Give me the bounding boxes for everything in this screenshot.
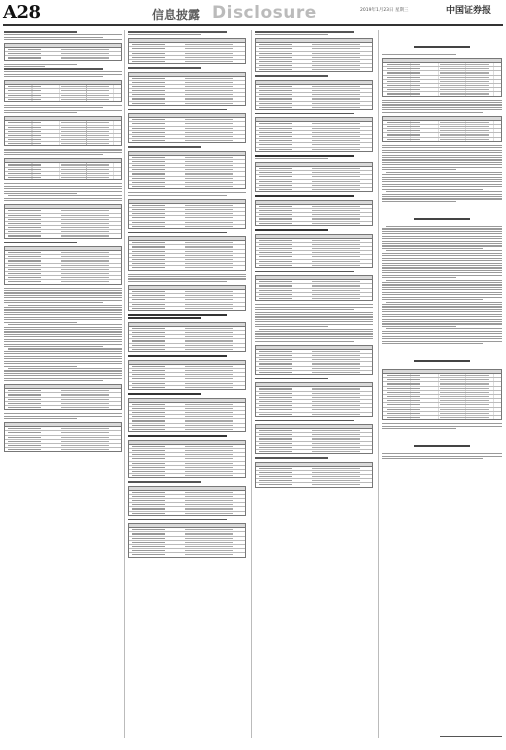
text-line (255, 309, 354, 310)
table (382, 58, 502, 97)
text-line (4, 198, 122, 199)
table (128, 398, 246, 432)
text-line (8, 348, 122, 349)
text-line (255, 316, 373, 317)
table (255, 80, 373, 110)
text-line (382, 336, 502, 337)
table (4, 246, 122, 285)
table-row (256, 371, 372, 374)
text-line (4, 68, 103, 69)
section-banner (108, 3, 317, 23)
table-row (383, 138, 501, 141)
table (4, 422, 122, 452)
text-line (4, 361, 122, 362)
text-line (255, 271, 354, 272)
text-line (382, 231, 502, 232)
table-row (256, 413, 372, 416)
table-row (5, 142, 121, 145)
table (4, 116, 122, 146)
text-line (4, 295, 122, 296)
text-line (4, 242, 77, 243)
text-line (4, 307, 122, 308)
text-line (255, 229, 328, 231)
text-line (4, 34, 122, 35)
text-line (4, 302, 103, 303)
table-row (5, 448, 121, 451)
text-line (128, 393, 201, 395)
table-row (256, 483, 372, 486)
section-heading (382, 33, 502, 52)
text-line (382, 184, 502, 185)
text-line (382, 343, 483, 344)
table (128, 360, 246, 390)
text-line (382, 456, 502, 457)
text-line (382, 299, 483, 300)
table-row (256, 148, 372, 151)
text-line (382, 260, 502, 261)
text-line (255, 304, 373, 305)
table-row (129, 102, 245, 105)
text-line (4, 358, 122, 359)
table (4, 384, 122, 410)
text-line (4, 39, 122, 40)
text-line (382, 157, 502, 158)
text-line (382, 263, 502, 264)
text-line (4, 76, 103, 77)
text-line (128, 34, 201, 35)
table (255, 382, 373, 416)
text-line (255, 341, 354, 342)
table-row (256, 450, 372, 453)
text-line (382, 169, 456, 170)
table-row (383, 416, 501, 419)
text-line (255, 336, 373, 337)
text-line (382, 181, 502, 182)
text-line (382, 54, 456, 55)
text-line (382, 297, 502, 298)
text-line (382, 338, 502, 339)
table (128, 285, 246, 311)
table-row (256, 188, 372, 191)
text-line (382, 112, 483, 113)
table-row (129, 386, 245, 389)
text-line (386, 280, 502, 281)
text-line (4, 314, 122, 315)
text-line (382, 198, 502, 199)
text-line (128, 317, 201, 319)
text-line (4, 356, 122, 357)
text-line (4, 149, 122, 150)
table (4, 158, 122, 180)
column-divider (251, 30, 252, 738)
text-line (382, 287, 502, 288)
text-line (4, 380, 103, 381)
text-line (255, 113, 354, 114)
text-line (4, 74, 122, 75)
table-row (129, 139, 245, 142)
text-line (4, 317, 122, 318)
text-line (4, 290, 122, 291)
text-line (382, 152, 502, 153)
text-line (255, 307, 373, 308)
text-line (382, 177, 502, 178)
table-row (5, 98, 121, 101)
text-line (4, 378, 122, 379)
table (255, 424, 373, 454)
table (128, 236, 246, 270)
text-line (4, 353, 122, 354)
footer-rule (440, 736, 502, 737)
dateline: 2019年1月23日 星期三 (360, 8, 409, 13)
text-line (382, 294, 502, 295)
table (255, 38, 373, 72)
text-line (382, 333, 502, 334)
text-line (255, 312, 373, 313)
text-line (386, 172, 502, 173)
text-line (382, 319, 502, 320)
text-line (4, 188, 122, 189)
text-line (382, 253, 502, 254)
table (255, 234, 373, 268)
text-line (4, 200, 122, 201)
text-line (386, 226, 502, 227)
page-number: A28 (3, 2, 41, 23)
text-line (255, 326, 328, 327)
text-line (128, 481, 201, 482)
text-line (382, 245, 502, 246)
text-line (4, 375, 122, 376)
table (128, 322, 246, 352)
column-2 (128, 30, 246, 742)
column-1 (4, 30, 122, 742)
text-line (382, 164, 502, 165)
section-heading (382, 205, 502, 224)
table-row (129, 512, 245, 515)
text-line (382, 304, 502, 305)
text-line (255, 321, 373, 322)
text-line (255, 31, 354, 32)
text-line (128, 67, 201, 68)
text-line (382, 423, 502, 424)
table (382, 369, 502, 420)
table (255, 345, 373, 375)
newspaper-logo: 中国证券报 (446, 6, 492, 16)
table (128, 38, 246, 64)
table-row (5, 176, 121, 179)
table-row (129, 348, 245, 351)
table (128, 72, 246, 106)
text-line (382, 292, 502, 293)
section-heading (382, 432, 502, 451)
text-line (382, 248, 483, 249)
text-line (128, 274, 246, 275)
text-line (128, 195, 227, 196)
table-row (129, 553, 245, 556)
text-line (382, 233, 502, 234)
text-line (4, 373, 122, 374)
text-line (382, 228, 502, 229)
text-line (4, 183, 122, 184)
table (4, 43, 122, 61)
table-row (129, 307, 245, 310)
text-line (255, 338, 373, 339)
text-line (382, 147, 502, 148)
column-4 (382, 30, 502, 742)
text-line (4, 329, 122, 330)
text-line (382, 306, 502, 307)
section-heading (382, 347, 502, 366)
text-line (255, 333, 373, 334)
text-line (382, 323, 502, 324)
table-row (256, 297, 372, 300)
table-row (129, 185, 245, 188)
table (128, 440, 246, 479)
text-line (382, 331, 502, 332)
table (128, 151, 246, 190)
text-line (382, 201, 456, 202)
text-line (382, 265, 502, 266)
text-line (128, 109, 227, 110)
text-line (128, 192, 246, 193)
text-line (4, 312, 122, 313)
text-line (4, 351, 122, 352)
text-line (8, 368, 122, 369)
text-line (382, 289, 502, 290)
text-line (128, 232, 227, 233)
text-line (255, 34, 328, 35)
table-row (129, 266, 245, 269)
text-line (4, 370, 122, 371)
text-line (4, 107, 103, 108)
table (4, 204, 122, 238)
section-title-en: Disclosure (212, 3, 317, 23)
text-line (128, 31, 227, 32)
text-line (382, 104, 502, 105)
text-line (4, 37, 103, 38)
text-line (4, 110, 122, 111)
table (255, 200, 373, 226)
text-line (4, 191, 122, 192)
table-row (383, 92, 501, 95)
table-row (129, 225, 245, 228)
text-line (128, 281, 227, 282)
text-line (382, 241, 502, 242)
table-row (256, 264, 372, 267)
table-row (129, 60, 245, 63)
text-line (382, 162, 502, 163)
table-row (256, 106, 372, 109)
text-line (382, 453, 502, 454)
table-row (129, 428, 245, 431)
column-divider (124, 30, 125, 738)
text-line (4, 186, 122, 187)
text-line (382, 189, 483, 190)
section-title-cn: 信息披露 (152, 8, 201, 22)
masthead-rule (3, 24, 503, 26)
text-line (128, 276, 246, 277)
text-line (382, 174, 502, 175)
text-line (255, 319, 373, 320)
text-line (382, 100, 502, 101)
text-line (259, 329, 373, 330)
column-divider (378, 30, 379, 738)
text-line (386, 328, 502, 329)
text-line (382, 426, 502, 427)
text-line (382, 102, 502, 103)
text-line (382, 150, 502, 151)
text-line (4, 64, 77, 65)
text-line (386, 302, 502, 303)
text-line (4, 322, 77, 323)
text-line (128, 519, 227, 520)
text-line (382, 145, 502, 146)
text-line (4, 31, 77, 32)
text-line (4, 344, 122, 345)
text-line (4, 292, 122, 293)
text-line (255, 158, 328, 159)
table-row (256, 222, 372, 225)
text-line (382, 109, 502, 110)
table-row (5, 56, 121, 59)
text-line (386, 191, 502, 192)
text-line (255, 457, 328, 458)
text-line (4, 363, 122, 364)
masthead (0, 0, 506, 26)
text-line (382, 267, 502, 268)
text-line (4, 339, 122, 340)
table (382, 116, 502, 142)
text-line (8, 195, 122, 196)
table (128, 486, 246, 516)
text-line (4, 413, 122, 414)
text-line (8, 324, 122, 325)
text-line (4, 112, 77, 113)
text-line (382, 194, 502, 195)
table-row (129, 474, 245, 477)
text-line (4, 105, 122, 106)
text-line (4, 66, 45, 67)
text-line (4, 71, 122, 72)
text-line (4, 366, 77, 367)
text-line (382, 238, 502, 239)
text-line (382, 107, 502, 108)
text-line (382, 277, 456, 278)
text-line (382, 159, 502, 160)
text-line (128, 314, 227, 316)
text-line (382, 428, 456, 429)
text-line (382, 272, 502, 273)
text-line (382, 311, 502, 312)
text-line (255, 324, 373, 325)
text-line (128, 146, 201, 147)
text-line (4, 319, 122, 320)
text-line (4, 309, 122, 310)
table (128, 113, 246, 143)
text-line (382, 236, 502, 237)
text-line (382, 243, 502, 244)
text-line (382, 255, 502, 256)
text-line (382, 316, 502, 317)
table-row (5, 234, 121, 237)
text-line (255, 75, 328, 76)
text-line (382, 284, 502, 285)
table-row (5, 280, 121, 283)
text-line (4, 341, 122, 342)
text-line (382, 314, 502, 315)
text-line (4, 331, 122, 332)
table (255, 275, 373, 301)
table (128, 199, 246, 229)
text-line (4, 327, 122, 328)
text-line (8, 305, 122, 306)
text-line (255, 378, 328, 379)
text-line (382, 179, 502, 180)
text-line (4, 416, 122, 417)
table-row (5, 406, 121, 409)
text-line (4, 418, 77, 419)
table (4, 80, 122, 102)
text-line (4, 297, 122, 298)
text-line (382, 167, 502, 168)
text-line (255, 155, 354, 157)
text-line (255, 331, 373, 332)
text-line (4, 193, 77, 194)
text-line (382, 458, 483, 459)
table (255, 462, 373, 488)
text-line (255, 420, 354, 421)
table (255, 117, 373, 151)
text-line (382, 321, 502, 322)
text-line (382, 186, 502, 187)
table (128, 523, 246, 557)
text-line (4, 154, 103, 155)
text-line (382, 275, 502, 276)
column-3 (255, 30, 373, 742)
text-line (128, 355, 227, 357)
text-line (4, 152, 122, 153)
table-row (256, 68, 372, 71)
text-line (382, 309, 502, 310)
text-line (4, 288, 122, 289)
text-line (382, 155, 502, 156)
text-line (4, 336, 122, 337)
text-line (4, 300, 122, 301)
text-line (382, 326, 456, 327)
text-line (382, 341, 502, 342)
text-line (4, 334, 122, 335)
text-line (382, 258, 502, 259)
text-line (255, 314, 373, 315)
text-line (382, 196, 502, 197)
text-line (128, 278, 246, 279)
table (255, 162, 373, 192)
text-line (128, 435, 227, 437)
text-line (382, 282, 502, 283)
text-line (4, 346, 103, 347)
text-line (386, 250, 502, 251)
text-line (382, 270, 502, 271)
text-line (255, 195, 354, 197)
